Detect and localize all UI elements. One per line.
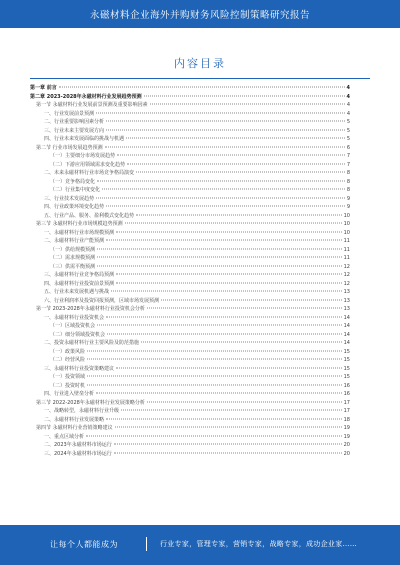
toc-entry-page: 11 [343,246,350,253]
toc-entry-page: 12 [343,280,350,287]
toc-entry-page: 4 [346,102,350,108]
toc-title-divider [30,78,370,79]
toc-entry-label: 一、战略转型，永磁材料行业升级 [44,408,120,414]
toc-entry-page: 8 [346,170,350,176]
toc-entry-page: 11 [343,255,350,261]
toc-entry-label: 一、重点区域分析 [44,433,85,440]
toc-leader-dots [102,189,345,190]
toc-leader-dots [97,257,342,258]
toc-entry-page: 13 [343,306,350,312]
toc-entry-page: 4 [346,93,350,100]
toc-entry[interactable] [30,169,350,178]
toc-entry[interactable] [30,288,350,297]
toc-entry-page: 16 [343,382,350,389]
toc-entry-label: 第一节 2023-2028年永磁材料行业投资机会分析 [36,306,145,312]
toc-entry-page: 9 [346,204,350,210]
toc-entry[interactable] [30,118,350,127]
toc-leader-dots [114,452,342,453]
toc-entry-label: （一）主要细分市场发展趋势 [50,153,116,159]
toc-leader-dots [87,350,342,351]
toc-entry[interactable] [30,110,350,119]
toc-leader-dots [97,248,342,249]
toc-entry-label: （二）投资时机 [50,382,86,389]
toc-entry-label: 一、永磁材料行业投资机会 [44,314,105,321]
toc-entry-label: 二、行业重要影响因素分析 [44,119,105,125]
toc-entry-page: 5 [346,127,350,134]
toc-entry[interactable] [30,161,350,170]
toc-entry[interactable] [30,322,350,331]
toc-entry-page: 14 [343,340,350,346]
toc-leader-dots [96,197,345,198]
toc-leader-dots [125,223,342,224]
toc-entry[interactable] [30,305,350,314]
toc-entry[interactable] [30,390,350,399]
toc-leader-dots [106,121,345,122]
toc-leader-dots [114,444,342,445]
toc-entry-label: 三、行业未来主要发展方向 [44,127,105,134]
toc-leader-dots [105,146,345,147]
toc-entry[interactable] [30,135,350,144]
toc-entry-page: 20 [343,442,350,448]
toc-entry[interactable] [30,127,350,136]
toc-entry-page: 14 [343,331,350,338]
toc-entry[interactable] [30,450,350,459]
toc-leader-dots [141,342,342,343]
toc-entry-label: （一）竞争格局变化 [50,178,96,185]
toc-entry[interactable] [30,178,350,187]
toc-entry-label: 四、行业进入壁垒分析 [44,391,95,397]
toc-entry-label: 二、永磁材料行业发展策略 [44,416,105,423]
toc-entry[interactable] [30,237,350,246]
toc-leader-dots [97,325,342,326]
toc-entry-page: 17 [343,399,350,406]
toc-entry-label: 四、行业未来发展面临的挑战与机遇 [44,136,125,142]
footer-tagline: 行业专家，管理专家，营销专家，战略专家，成功企业家…… [160,540,358,548]
toc-entry-page: 4 [346,110,350,117]
toc-entry-page: 15 [343,374,350,380]
toc-entry[interactable] [30,365,350,374]
toc-entry-label: 二、投资永磁材料行业主要风险及防范措施 [44,340,140,346]
toc-entry[interactable] [30,186,350,195]
toc-entry-label: 第二章 2023-2028年永磁材料行业发展趋势预测 [30,93,142,100]
toc-entry-label: 五、行业未来发展机遇与挑战 [44,289,110,295]
toc-leader-dots [87,384,342,385]
toc-leader-dots [116,231,342,232]
toc-leader-dots [106,129,345,130]
toc-leader-dots [87,376,342,377]
toc-entry-label: （二）行业集中度变化 [50,187,101,193]
toc-leader-dots [161,299,342,300]
toc-leader-dots [116,282,342,283]
toc-entry-page: 8 [346,178,350,185]
toc-entry-page: 7 [346,153,350,159]
toc-entry-label: 二、2023年永磁材料市场运行 [44,442,112,448]
toc-entry[interactable] [30,416,350,425]
toc-entry-page: 14 [343,314,350,321]
toc-entry-label: 第一节 永磁材料行业发展前景预测及重要影响因素 [36,102,148,108]
toc-entry[interactable] [30,331,350,340]
toc-entry-label: 四、永磁材料行业投资前景预测 [44,280,115,287]
toc-entry[interactable] [30,280,350,289]
toc-entry[interactable] [30,195,350,204]
toc-entry-label: 二、永磁材料行业产能预测 [44,238,105,244]
toc-entry[interactable] [30,101,350,110]
toc-entry-page: 9 [346,195,350,202]
toc-entry-label: 五、行业产品、服务、盈利模式变化趋势 [44,212,135,219]
toc-entry-label: 三、永磁材料行业投资策略建议 [44,365,115,372]
toc-entry-page: 15 [343,365,350,372]
toc-entry-page: 14 [343,323,350,329]
toc-entry[interactable] [30,356,350,365]
toc-leader-dots [126,138,345,139]
toc-entry-page: 4 [346,85,350,91]
toc-entry[interactable] [30,93,350,102]
toc-entry[interactable] [30,373,350,382]
toc-entry-page: 19 [343,425,350,431]
toc-entry[interactable] [30,246,350,255]
toc-entry-page: 16 [343,391,350,397]
toc-leader-dots [115,427,342,428]
toc-entry-label: 三、行业技术发展趋势 [44,195,95,202]
toc-entry-page: 8 [346,187,350,193]
toc-entry-page: 12 [343,272,350,278]
toc-entry-label: 一、永磁材料行业市场规模预测 [44,229,115,236]
toc-entry-page: 15 [343,357,350,363]
report-header-title: 永磁材料企业海外并购财务风险控制策略研究报告 [89,10,310,21]
toc-entry[interactable] [30,382,350,391]
table-of-contents [30,84,350,458]
toc-entry-label: （二）细分领域投资机会 [50,331,106,338]
toc-entry[interactable] [30,297,350,306]
toc-entry[interactable] [30,84,350,93]
toc-leader-dots [150,104,345,105]
footer-slogan: 让每个人都能成为 [50,540,118,549]
toc-entry-page: 10 [343,229,350,236]
toc-entry[interactable] [30,339,350,348]
toc-entry-label: 一、行业发展前景预测 [44,110,95,117]
toc-leader-dots [147,401,342,402]
toc-entry[interactable] [30,212,350,221]
toc-leader-dots [106,418,342,419]
toc-entry-page: 7 [346,161,350,168]
toc-entry[interactable] [30,263,350,272]
toc-entry[interactable] [30,441,350,450]
toc-entry[interactable] [30,152,350,161]
toc-entry-label: （一）投资领域 [50,374,86,380]
toc-entry[interactable] [30,144,350,153]
toc-entry-page: 15 [343,348,350,355]
toc-leader-dots [106,316,342,317]
toc-leader-dots [59,87,345,88]
toc-entry[interactable] [30,424,350,433]
toc-leader-dots [111,291,342,292]
toc-leader-dots [116,274,342,275]
toc-leader-dots [107,333,342,334]
toc-entry-label: 二、未来永磁材料行业市场竞争格局演变 [44,170,135,176]
toc-entry-label: 三、2024年永磁材料市场运行 [44,450,112,457]
toc-entry-label: （一）政策风险 [50,348,86,355]
toc-entry[interactable] [30,433,350,442]
toc-entry-label: （三）供需平衡预测 [50,263,96,270]
toc-entry-page: 11 [343,238,350,244]
toc-leader-dots [87,359,342,360]
toc-leader-dots [127,163,345,164]
toc-entry-page: 5 [346,136,350,142]
toc-entry[interactable] [30,314,350,323]
toc-leader-dots [106,240,342,241]
toc-leader-dots [144,95,345,96]
toc-entry-label: 六、行业利润率及投资回报预测，区域市场发展预测 [44,297,160,304]
toc-entry-label: （二）下游应用领域需求变化趋势 [50,161,126,168]
report-footer-bar [0,525,400,565]
toc-entry[interactable] [30,348,350,357]
toc-entry-label: 第三节 永磁材料行业市场规模趋势预测 [36,221,123,227]
toc-entry[interactable] [30,203,350,212]
toc-leader-dots [136,172,345,173]
toc-leader-dots [136,214,342,215]
toc-entry-page: 10 [343,221,350,227]
toc-leader-dots [116,367,342,368]
toc-leader-dots [97,180,345,181]
toc-leader-dots [96,393,342,394]
toc-entry-label: 三、永磁材料行业竞争格局预测 [44,272,115,278]
toc-entry-page: 17 [343,408,350,414]
toc-entry-page: 6 [346,144,350,151]
footer-divider [146,537,147,551]
toc-entry-label: 第一章 前言 [30,85,57,91]
toc-entry[interactable] [30,271,350,280]
toc-entry-page: 20 [343,450,350,457]
toc-entry-page: 12 [343,263,350,270]
toc-entry-page: 19 [343,433,350,440]
toc-entry-label: （一）供给规模预测 [50,246,96,253]
toc-entry-page: 18 [343,416,350,423]
toc-leader-dots [97,265,342,266]
toc-leader-dots [96,112,345,113]
toc-entry-label: 第四节 永磁材料行业营销策略建议 [36,425,113,431]
toc-entry[interactable] [30,220,350,229]
toc-title: 内容目录 [174,57,226,70]
toc-leader-dots [106,206,345,207]
toc-entry-label: 第二节 行业市场发展趋势预测 [36,144,103,151]
toc-entry-page: 13 [343,297,350,304]
toc-entry-page: 10 [343,212,350,219]
toc-leader-dots [147,308,342,309]
toc-entry[interactable] [30,399,350,408]
toc-entry-label: 第三节 2022-2028年永磁材料行业发展策略分析 [36,399,145,406]
toc-leader-dots [121,410,342,411]
toc-entry[interactable] [30,229,350,238]
report-header-bar [0,0,400,28]
toc-entry[interactable] [30,254,350,263]
toc-entry-label: （一）区域投资机会 [50,323,96,329]
toc-leader-dots [86,435,342,436]
toc-entry[interactable] [30,407,350,416]
toc-entry-label: （二）经营风险 [50,357,86,363]
toc-entry-label: （二）需求规模预测 [50,255,96,261]
toc-entry-page: 13 [343,289,350,295]
toc-leader-dots [117,155,345,156]
toc-entry-page: 5 [346,119,350,125]
toc-entry-label: 四、行业政策环境变化趋势 [44,204,105,210]
